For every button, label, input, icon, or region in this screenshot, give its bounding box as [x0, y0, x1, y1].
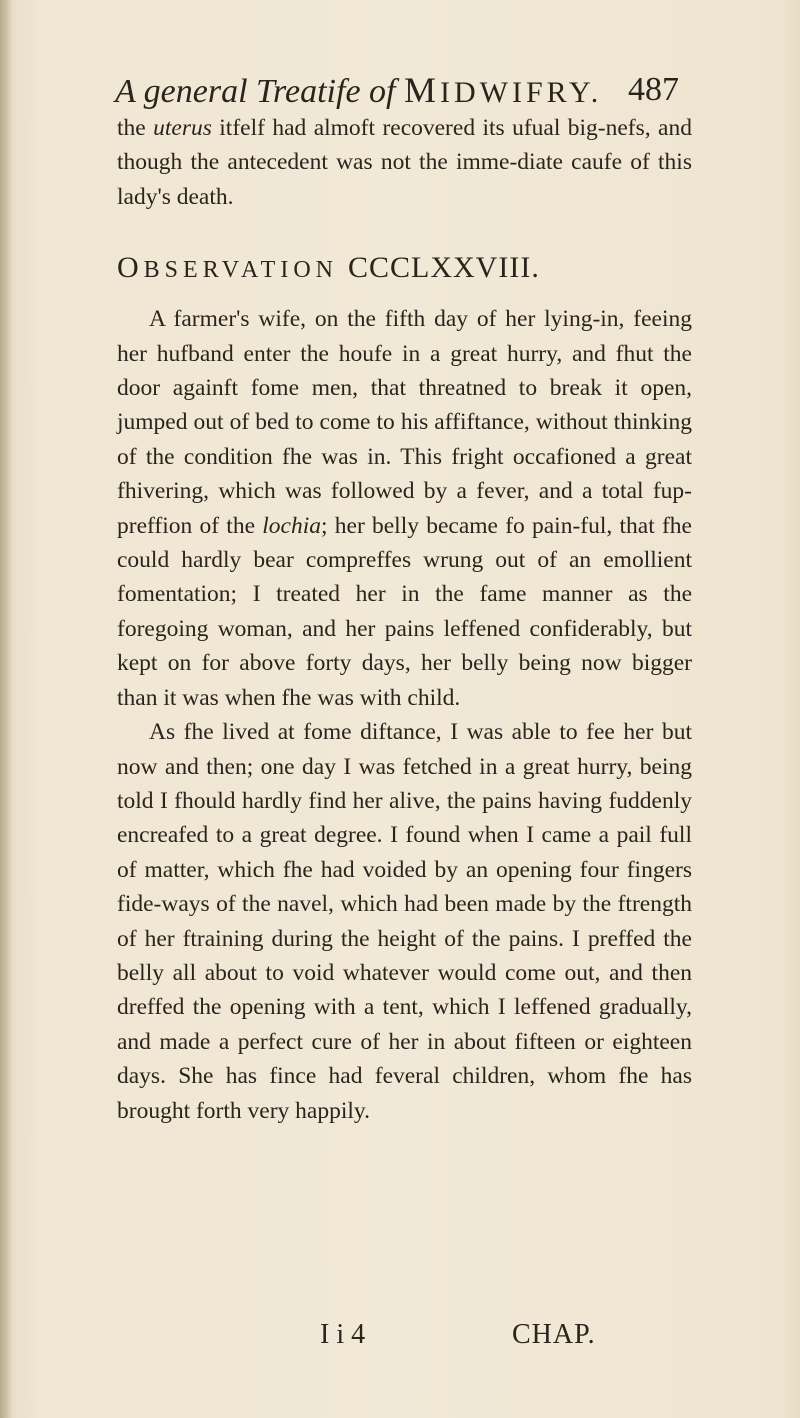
signature-mark: I i 4 [320, 1319, 366, 1350]
page-number: 487 [628, 71, 679, 108]
page-gutter-shadow [0, 0, 12, 1418]
continuation-paragraph [117, 111, 692, 214]
running-head-subject-rest: IDWIFRY. [440, 76, 603, 109]
page-footer [320, 1315, 720, 1355]
continuation-text-start: the [117, 115, 154, 141]
observation-label-initial: O [117, 251, 144, 285]
paragraph1-text-end: ; her belly became fo pain-ful, that fhe could hardly bear compreffes wrung out of an emollient fomentation; I treated her in the fame manner as the foregoing woman, and her pains leffened confiderably, but kept on for above forty days, her belly being now bigger than it was when fhe was with child. [117, 512, 692, 711]
running-head [115, 68, 715, 112]
continuation-italic-term: uterus [153, 115, 212, 141]
catchword: CHAP. [512, 1319, 596, 1350]
continuation-text-end: itfelf had almoft recovered its ufual big-nefs, and though the antecedent was not the imme-diate caufe of this lady's death. [117, 115, 692, 210]
paragraph1-italic-term: lochia [262, 512, 321, 539]
paragraph-cure: As fhe lived at fome diftance, I was able to fee her but now and then; one day I was fetched in a great hurry, being told I fhould hardly find her alive, the pains having fuddenly encreafed to a great degree. I found when I came a pail full of matter, which fhe had voided by an opening four fingers fide-ways of the navel, which had been made by the ftrength of her ftraining during the height of the pains. I preffed the belly all about to void whatever would come out, and then dreffed the opening with a tent, which I leffened gradually, and made a perfect cure of her in about fifteen or eighteen days. She has fince had feveral children, whom fhe has brought forth very happily. [117, 719, 692, 1124]
body-text [117, 111, 692, 1128]
observation-heading [117, 248, 692, 290]
running-head-title: A general Treatife of [115, 73, 396, 110]
running-head-subject [403, 70, 603, 110]
observation-number: CCCLXXVIII. [348, 251, 540, 285]
paragraph-farmers-wife [117, 302, 692, 715]
paragraph1-text-start: A farmer's wife, on the fifth day of her lying-in, feeing her hufband enter the houfe in a great hurry, and fhut the door againft fome men, that threatned to break it open, jumped out of bed to come to his affiftance, without thinking of the condition fhe was in. This fright occafioned a great fhivering, which was followed by a fever, and a total fup-preffion of the [117, 306, 692, 539]
observation-label [117, 251, 338, 285]
observation-label-rest: BSERVATION [143, 257, 338, 284]
running-head-subject-initial: M [403, 70, 440, 110]
